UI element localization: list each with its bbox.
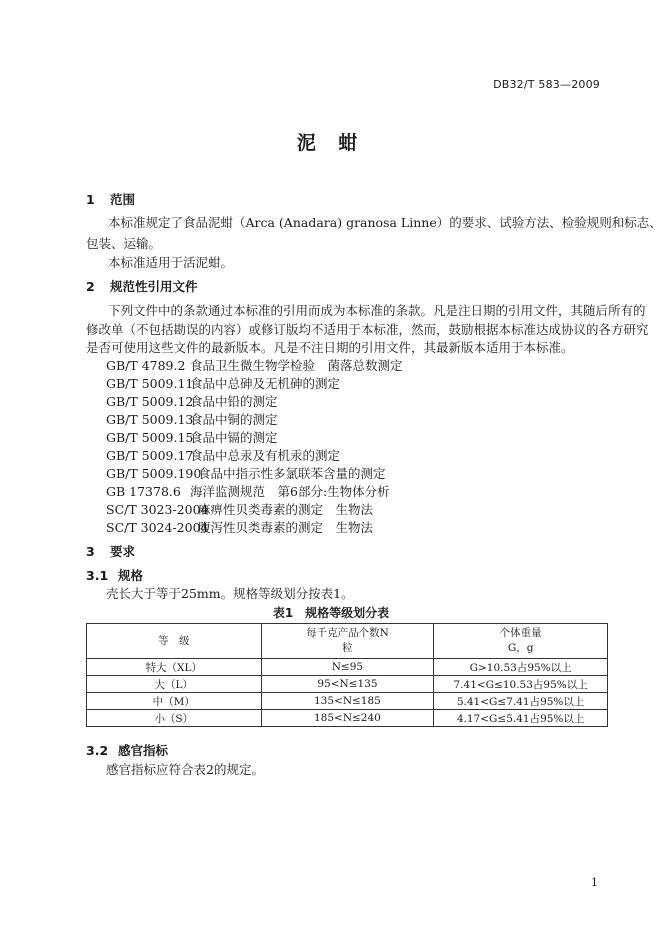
reference-title: 海洋监测规范 第6部分:生物体分析 — [190, 484, 390, 499]
reference-code: SC/T 3023-2004 — [106, 502, 209, 517]
reference-code: GB/T 5009.17 — [106, 448, 194, 463]
section-title: 感官指标 — [118, 743, 169, 758]
reference-code: GB/T 5009.190 — [106, 466, 202, 481]
reference-item — [106, 392, 278, 410]
reference-item — [106, 374, 340, 392]
reference-title: 麻痹性贝类毒素的测定 生物法 — [198, 502, 374, 517]
section-title: 规范性引用文件 — [110, 279, 198, 294]
reference-code: GB 17378.6 — [106, 484, 181, 499]
grade-table — [86, 623, 608, 727]
reference-code: GB/T 5009.11 — [106, 376, 194, 391]
section-number: 1 — [86, 192, 95, 207]
grade-cell: 大（L） — [87, 676, 262, 693]
weight-cell: G>10.53占95%以上 — [434, 659, 608, 676]
count-cell: N≤95 — [261, 659, 434, 676]
section-3-1-heading — [86, 566, 143, 584]
paragraph: 下列文件中的条款通过本标准的引用而成为本标准的条款。凡是注日期的引用文件，其随后所有的 — [108, 303, 646, 318]
count-cell: 95<N≤135 — [261, 676, 434, 693]
section-3-heading — [86, 542, 135, 560]
section-title: 规格 — [118, 568, 144, 583]
paragraph: 是否可使用这些文件的最新版本。凡是不注日期的引用文件，其最新版本适用于本标准。 — [86, 340, 574, 355]
paragraph: 本标准适用于活泥蚶。 — [108, 255, 234, 270]
count-cell: 185<N≤240 — [261, 710, 434, 727]
section-2-heading — [86, 277, 198, 295]
reference-item — [106, 464, 386, 482]
table-row — [87, 676, 608, 693]
grade-cell: 小（S） — [87, 710, 262, 727]
section-title: 要求 — [110, 544, 136, 559]
reference-code: GB/T 5009.12 — [106, 394, 194, 409]
section-number: 3.1 — [86, 568, 109, 583]
grade-cell: 中（M） — [87, 693, 262, 710]
page-title: 泥 蚶 — [296, 132, 366, 154]
paragraph: 感官指标应符合表2的规定。 — [106, 762, 264, 777]
section-1-heading — [86, 190, 135, 208]
header-line: 每千克产品个数N — [306, 627, 389, 639]
section-number: 3.2 — [86, 743, 109, 758]
paragraph: 壳长大于等于25mm。规格等级划分按表1。 — [106, 586, 354, 601]
reference-title: 食品中铅的测定 — [190, 394, 278, 409]
reference-title: 食品卫生微生物学检验 菌落总数测定 — [190, 358, 403, 373]
column-header-weight — [434, 624, 608, 659]
section-number: 3 — [86, 544, 95, 559]
grade-cell: 特大（XL） — [87, 659, 262, 676]
weight-cell: 7.41<G≤10.53占95%以上 — [434, 676, 608, 693]
header-line: 个体重量 — [499, 627, 542, 639]
paragraph: 包装、运输。 — [86, 236, 162, 251]
reference-title: 食品中总汞及有机汞的测定 — [190, 448, 341, 463]
table-row — [87, 693, 608, 710]
weight-cell: 5.41<G≤7.41占95%以上 — [434, 693, 608, 710]
paragraph: 修改单（不包括勘误的内容）或修订版均不适用于本标准，然而，鼓励根据本标准达成协议的各方研究 — [86, 322, 649, 337]
section-3-2-heading — [86, 741, 168, 759]
column-header-grade: 等 级 — [87, 624, 262, 659]
page-number: 1 — [591, 876, 598, 889]
table-row — [87, 710, 608, 727]
column-header-count — [261, 624, 434, 659]
reference-code: SC/T 3024-2004 — [106, 520, 209, 535]
table-header-row — [87, 624, 608, 659]
document-number: DB32/T 583—2009 — [493, 78, 600, 91]
reference-item — [106, 446, 340, 464]
reference-title: 食品中铜的测定 — [190, 412, 278, 427]
section-number: 2 — [86, 279, 95, 294]
reference-item — [106, 410, 278, 428]
paragraph: 本标准规定了食品泥蚶（Arca (Anadara) granosa Linne）的要求、试验方法、检验规则和标志、 — [108, 215, 662, 230]
reference-item — [106, 500, 373, 518]
table-caption: 表1 规格等级划分表 — [272, 606, 390, 620]
count-cell: 135<N≤185 — [261, 693, 434, 710]
reference-code: GB/T 4789.2 — [106, 358, 186, 373]
reference-title: 食品中镉的测定 — [190, 430, 278, 445]
reference-item — [106, 482, 390, 500]
reference-item — [106, 518, 373, 536]
reference-item — [106, 356, 403, 374]
reference-title: 食品中指示性多氯联苯含量的测定 — [198, 466, 386, 481]
reference-code: GB/T 5009.13 — [106, 412, 194, 427]
weight-cell: 4.17<G≤5.41占95%以上 — [434, 710, 608, 727]
reference-title: 腹泻性贝类毒素的测定 生物法 — [198, 520, 374, 535]
header-line: G，g — [507, 642, 534, 654]
reference-item — [106, 428, 278, 446]
reference-code: GB/T 5009.15 — [106, 430, 194, 445]
section-title: 范围 — [110, 192, 136, 207]
reference-title: 食品中总砷及无机砷的测定 — [190, 376, 341, 391]
header-line: 粒 — [342, 642, 353, 654]
table-row — [87, 659, 608, 676]
